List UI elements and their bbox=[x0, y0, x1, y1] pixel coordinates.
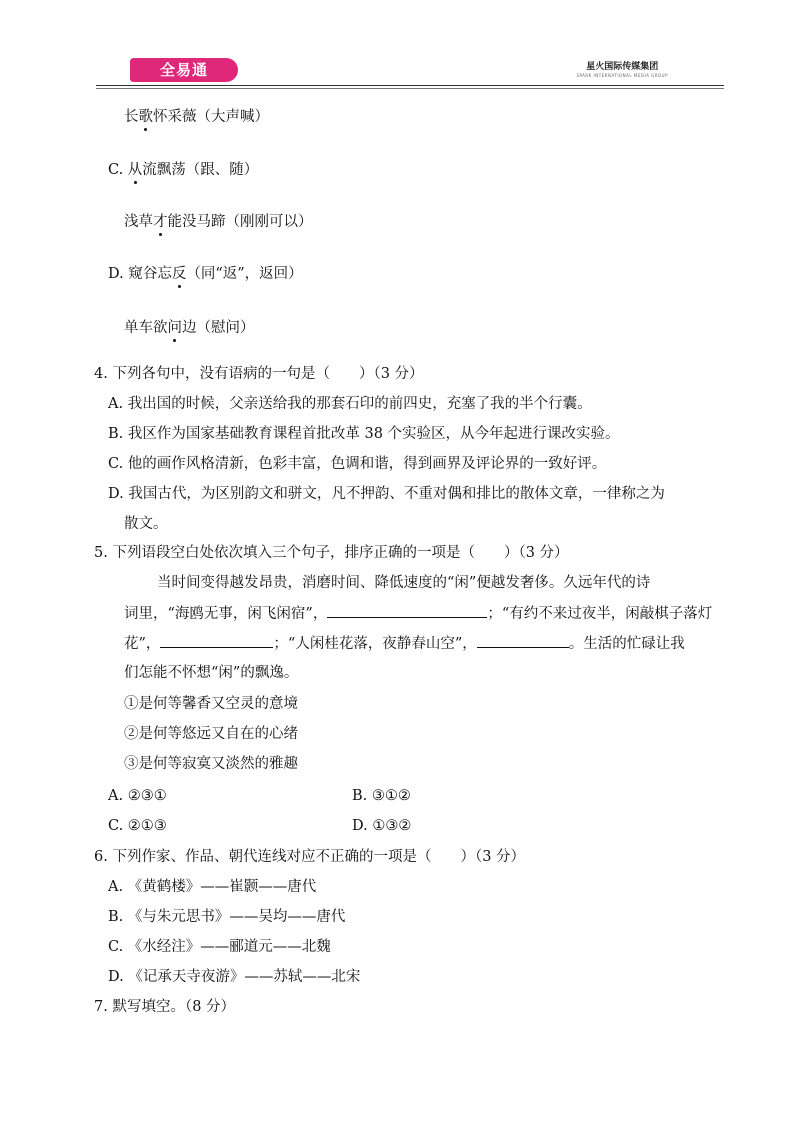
q4-stem: 4. 下列各句中，没有语病的一句是（ ）（3 分） bbox=[94, 366, 424, 382]
emphasized-char: 从 bbox=[127, 162, 143, 178]
emphasized-char: 问 bbox=[167, 320, 182, 336]
text-segment: 。生活的忙碌让我 bbox=[568, 636, 685, 652]
q5-sentence-2: ②是何等悠远又自在的心绪 bbox=[124, 726, 298, 742]
q6-option-c: C. 《水经注》——郦道元——北魏 bbox=[108, 939, 331, 955]
text-segment: C. bbox=[108, 162, 128, 178]
q5-passage-line2 bbox=[124, 603, 712, 624]
publisher-brand bbox=[576, 62, 668, 78]
emphasized-char: 才 bbox=[153, 214, 168, 230]
publisher-name: 星火国际传媒集团 bbox=[586, 62, 659, 72]
q4-option-d: D. 我国古代，为区别韵文和骈文，凡不押韵、不重对偶和排比的散体文章，一律称之为 bbox=[108, 486, 665, 502]
text-segment: （同“返”，返回） bbox=[186, 266, 303, 282]
q5-sentence-1: ①是何等馨香又空灵的意境 bbox=[124, 696, 298, 712]
q3-option-b-line2 bbox=[124, 107, 269, 127]
text-segment: 能没马蹄（刚刚可以） bbox=[167, 214, 313, 230]
blank-1 bbox=[327, 603, 487, 618]
q3-option-c-line1 bbox=[108, 160, 258, 180]
page-header bbox=[96, 52, 724, 88]
q5-sentence-3: ③是何等寂寞又淡然的雅趣 bbox=[124, 756, 298, 772]
q5-passage-line3 bbox=[124, 633, 685, 654]
q5-passage-line4: 们怎能不怀想“闲”的飘逸。 bbox=[124, 665, 299, 681]
text-segment: 长 bbox=[124, 109, 139, 125]
q6-option-d: D. 《记承天寺夜游》——苏轼——北宋 bbox=[108, 969, 361, 985]
brand-logo: 全易通 bbox=[130, 58, 238, 82]
text-segment: 单车欲 bbox=[124, 320, 168, 336]
q3-option-d-line2 bbox=[124, 318, 255, 338]
header-rule bbox=[96, 85, 724, 86]
text-segment: 浅草 bbox=[124, 214, 153, 230]
q6-option-a: A. 《黄鹤楼》——崔颢——唐代 bbox=[108, 879, 317, 895]
q5-option-d: D. ①③② bbox=[352, 818, 412, 834]
text-segment: 词里，“海鸥无事，闲飞闲宿”， bbox=[124, 606, 328, 622]
q4-option-d-cont: 散文。 bbox=[124, 516, 168, 532]
q4-option-c: C. 他的画作风格清新，色彩丰富，色调和谐，得到画界及评论界的一致好评。 bbox=[108, 456, 607, 472]
q6-option-b: B. 《与朱元思书》——吴均——唐代 bbox=[108, 909, 346, 925]
publisher-subtitle: SPARK INTERNATIONAL MEDIA GROUP bbox=[576, 73, 668, 78]
q5-stem: 5. 下列语段空白处依次填入三个句子，排序正确的一项是（ ）（3 分） bbox=[94, 545, 569, 561]
q3-option-c-line2 bbox=[124, 212, 313, 232]
q7-stem: 7. 默写填空。（8 分） bbox=[94, 999, 236, 1015]
text-segment: ；“人闲桂花落，夜静春山空”， bbox=[273, 636, 477, 652]
q5-passage-line1: 当时间变得越发昂贵，消磨时间、降低速度的“闲”便越发奢侈。久远年代的诗 bbox=[157, 575, 651, 591]
blank-3 bbox=[477, 633, 569, 648]
q5-option-b: B. ③①② bbox=[352, 788, 411, 804]
text-segment: 怀采薇（大声喊） bbox=[153, 109, 269, 125]
blank-2 bbox=[160, 633, 273, 648]
emphasized-char: 反 bbox=[171, 266, 187, 282]
header-rule-thin bbox=[96, 88, 724, 89]
q6-stem: 6. 下列作家、作品、朝代连线对应不正确的一项是（ ）（3 分） bbox=[94, 849, 526, 865]
text-segment: 花”， bbox=[124, 636, 161, 652]
q4-option-b: B. 我区作为国家基础教育课程首批改革 38 个实验区，从今年起进行课改实验。 bbox=[108, 426, 620, 442]
q4-option-a: A. 我出国的时候，父亲送给我的那套石印的前四史，充塞了我的半个行囊。 bbox=[108, 396, 592, 412]
text-segment: 边（慰问） bbox=[182, 320, 255, 336]
q3-option-d-line1 bbox=[108, 264, 303, 284]
text-segment: ；“有约不来过夜半，闲敲棋子落灯 bbox=[487, 606, 713, 622]
text-segment: D. 窥谷忘 bbox=[108, 266, 172, 282]
emphasized-char: 歌 bbox=[138, 109, 153, 125]
q5-option-c: C. ②①③ bbox=[108, 818, 167, 834]
text-segment: 流飘荡（跟、随） bbox=[142, 162, 259, 178]
q5-option-a: A. ②③① bbox=[108, 788, 167, 804]
